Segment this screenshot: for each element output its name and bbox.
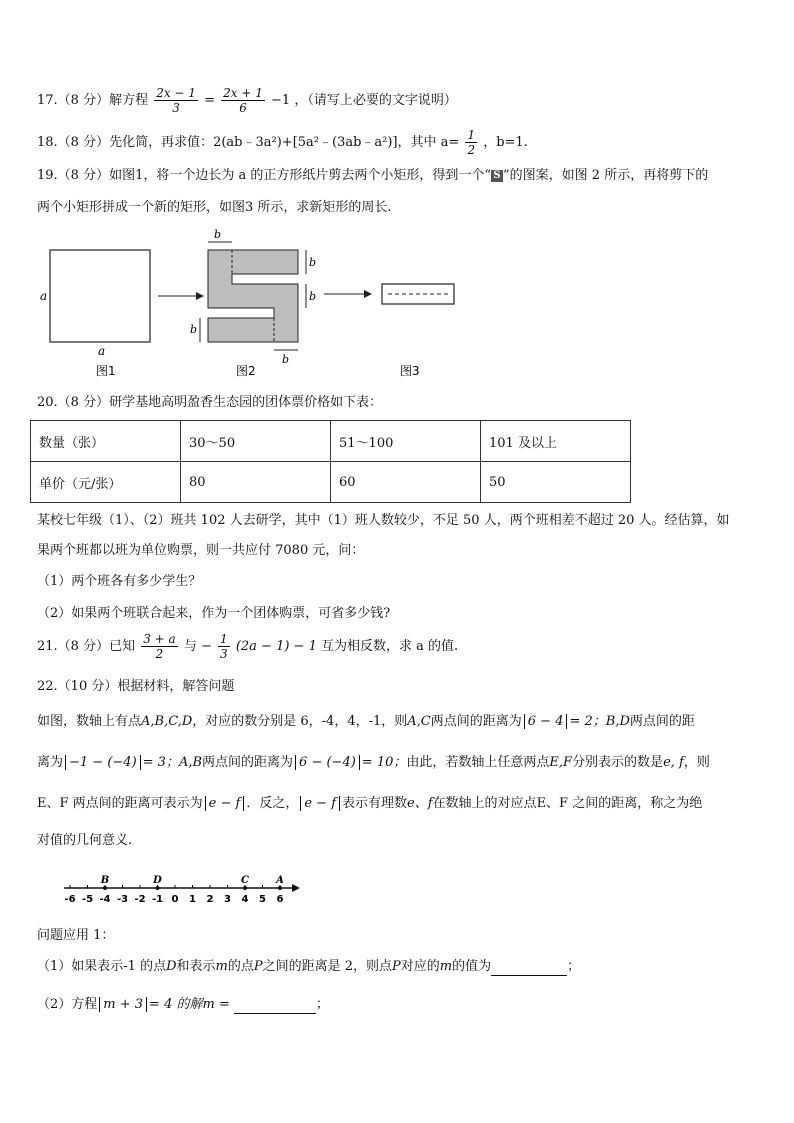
q22-points: A,B,C,D xyxy=(141,714,193,729)
table-cell: 单价（元/张） xyxy=(31,462,181,503)
q22-point-label: P xyxy=(253,959,263,974)
answer-blank-1[interactable] xyxy=(491,961,567,976)
fig1-side-label: a xyxy=(40,289,48,303)
q22-text: 如图，数轴上有点 xyxy=(37,714,142,729)
q22-line-2 xyxy=(37,754,710,772)
caption-fig1: 图1 xyxy=(96,364,116,378)
q20-paragraph-2: 果两个班都以班为单位购票，则一共应付 7080 元，问： xyxy=(37,543,365,558)
q22-line-4: 对值的几何意义. xyxy=(37,833,133,848)
question-17 xyxy=(37,86,457,115)
figure-squares xyxy=(30,228,470,380)
number-line-point xyxy=(278,886,282,890)
q22-equation: = 4 的解 xyxy=(149,997,203,1012)
number-line-tick-label: -5 xyxy=(81,894,94,905)
answer-blank-2[interactable] xyxy=(234,999,316,1014)
q22-text: = xyxy=(214,997,234,1012)
q22-text: 分别表示的数是 xyxy=(572,755,664,770)
question-19-line-2: 两个小矩形拼成一个新的矩形，如图3 所示，求新矩形的周长. xyxy=(37,200,392,215)
number-line-tick-label: 1 xyxy=(189,894,196,905)
fig2-s-shape xyxy=(208,250,298,342)
number-line-tick-label: 0 xyxy=(171,894,179,905)
q22-text: ； xyxy=(567,959,581,974)
dim-left-label: b xyxy=(190,323,198,336)
q22-points: E,F xyxy=(549,755,573,770)
q22-text: E、F 之间的距离，称之为绝 xyxy=(536,796,703,811)
q22-variable: m xyxy=(202,997,215,1012)
q20-paragraph-1: 某校七年级（1）、（2）班共 102 人去研学，其中（1）班人数较少，不足 50 人，两个班相差不超过 20 人。经估算，如 xyxy=(37,513,730,528)
q21-suffix: 互为相反数，求 a 的值. xyxy=(321,639,459,654)
q22-text: 在数轴上的对应点 xyxy=(432,796,537,811)
q21-fraction-1: $\frac{3 + a}{2}$ xyxy=(143,632,176,661)
q17-equals: = xyxy=(204,93,215,108)
q22-app-2 xyxy=(37,996,329,1014)
q22-text: 之间的距离是 2，则点 xyxy=(262,959,393,974)
q20-sub-1: （1）两个班各有多少学生？ xyxy=(37,574,202,589)
q17-suffix: ，（请写上必要的文字说明） xyxy=(294,93,457,108)
table-cell: 51～100 xyxy=(331,421,481,462)
q22-absolute-value: 6 − (−4) xyxy=(295,755,360,770)
q22-points: A,C xyxy=(407,714,431,729)
table-cell: 60 xyxy=(331,462,481,503)
number-line-tick-label: 4 xyxy=(241,894,249,905)
price-table xyxy=(30,420,631,503)
q22-text: 的点 xyxy=(227,959,254,974)
number-line-tick-label: 5 xyxy=(259,894,266,905)
q22-absolute-value: m + 3 xyxy=(99,997,147,1012)
q18-fraction: $\frac{1}{2}$ xyxy=(467,128,476,157)
dim-top-label: b xyxy=(214,228,222,241)
q22-values: e、f xyxy=(407,796,433,811)
question-21 xyxy=(37,632,458,661)
q22-values: e, f xyxy=(663,755,684,770)
s-shape-icon: S xyxy=(491,170,503,182)
number-line-arrow xyxy=(292,884,300,892)
q22-equation: = 2； xyxy=(569,714,606,729)
fig1-bottom-label: a xyxy=(98,344,106,358)
q22-text: ，对应的数分别是 6，-4，4，-1，则 xyxy=(192,714,408,729)
table-cell: 数量（张） xyxy=(31,421,181,462)
q22-points: B,D xyxy=(605,714,630,729)
q22-absolute-value: e − f xyxy=(300,796,340,811)
q22-equation: = 3； xyxy=(142,755,179,770)
question-19-line-1 xyxy=(37,167,708,185)
q17-prefix: 17.（8 分）解方程 xyxy=(37,93,149,108)
table-cell: 30～50 xyxy=(181,421,331,462)
q22-variable: m xyxy=(215,959,228,974)
number-line-point xyxy=(243,886,247,890)
q18-text: 18.（8 分）先化简，再求值：2(ab﹣3a²)+[5a²﹣(3ab﹣a²)]，其中 a= xyxy=(37,135,460,150)
q21-fraction-2: $\frac{1}{3}$ xyxy=(220,632,228,661)
q22-equation: = 10； xyxy=(361,755,407,770)
number-line-tick-label: -6 xyxy=(64,894,76,905)
table-row xyxy=(31,421,631,462)
q22-text: ．反之， xyxy=(246,796,299,811)
q22-variable: m xyxy=(439,959,453,974)
question-20-title: 20.（8 分）研学基地高明盈香生态园的团体票价格如下表： xyxy=(37,395,383,410)
q22-text: （1）如果表示-1 的点 xyxy=(37,959,167,974)
number-line-tick-label: 6 xyxy=(276,894,284,905)
q22-point-label: P xyxy=(392,959,401,974)
arrow-2-head xyxy=(364,290,372,298)
q22-app-title: 问题应用 1： xyxy=(37,928,115,943)
q22-text: ； xyxy=(315,997,329,1012)
q22-absolute-value: 6 − 4 xyxy=(524,714,568,729)
q21-with: 与 xyxy=(183,639,197,654)
q19-text-b: ”的图案，如图 2 所示，再将剪下的 xyxy=(503,168,709,183)
q22-text: 离为 xyxy=(37,755,64,770)
q22-app-1 xyxy=(37,958,580,976)
number-line-point-label: A xyxy=(276,875,284,886)
q21-prefix: 21.（8 分）已知 xyxy=(37,639,136,654)
question-18 xyxy=(37,128,528,157)
q17-minus-one: −1 xyxy=(271,93,291,108)
q22-text: 和表示 xyxy=(176,959,216,974)
q22-text: 两点间的距 xyxy=(629,714,695,729)
q17-fraction-2: $\frac{2x + 1}{6}$ xyxy=(223,86,263,115)
q22-text: 表示有理数 xyxy=(342,796,408,811)
q22-text: ，则 xyxy=(683,755,710,770)
q19-text-a: 19.（8 分）如图1，将一个边长为 a 的正方形纸片剪去两个小矩形，得到一个“ xyxy=(37,168,492,183)
arrow-1-head xyxy=(196,292,204,300)
table-cell: 50 xyxy=(481,462,631,503)
q22-text: （2）方程 xyxy=(37,997,98,1012)
q21-neg: − xyxy=(201,639,212,654)
table-row xyxy=(31,462,631,503)
number-line-tick-label: -4 xyxy=(99,894,111,905)
question-22-title: 22.（10 分）根据材料，解答问题 xyxy=(37,679,235,694)
number-line-point-label: B xyxy=(100,875,110,886)
q22-text: 对应的 xyxy=(400,959,440,974)
q21-expression: (2a − 1) − 1 xyxy=(235,639,317,654)
q22-absolute-value: −1 − (−4) xyxy=(65,755,141,770)
q22-line-3 xyxy=(37,795,702,813)
number-line xyxy=(60,872,310,908)
number-line-tick-label: 2 xyxy=(206,894,214,905)
number-line-point xyxy=(103,886,107,890)
number-line-point xyxy=(156,886,160,890)
number-line-point-label: C xyxy=(241,875,249,886)
q22-absolute-value: e − f xyxy=(205,796,245,811)
dim-right-1-label: b xyxy=(309,256,317,269)
caption-fig2: 图2 xyxy=(236,364,256,378)
fig1-square xyxy=(50,250,150,342)
q22-text: 的值为 xyxy=(452,959,492,974)
dim-bottom-label: b xyxy=(282,353,290,366)
q22-text: E、F 两点间的距离可表示为 xyxy=(37,796,203,811)
table-cell: 101 及以上 xyxy=(481,421,631,462)
q17-fraction-1: $\frac{2x - 1}{3}$ xyxy=(156,86,196,115)
q20-sub-2: （2）如果两个班联合起来，作为一个团体购票，可省多少钱? xyxy=(37,606,391,621)
table-cell: 80 xyxy=(181,462,331,503)
caption-fig3: 图3 xyxy=(400,364,420,378)
number-line-point-label: D xyxy=(153,875,162,886)
number-line-tick-label: 3 xyxy=(224,894,231,905)
q22-text: 两点间的距离为 xyxy=(202,755,294,770)
dim-right-2-label: b xyxy=(309,290,317,303)
q22-line-1 xyxy=(37,713,695,731)
q22-points: A,B xyxy=(178,755,203,770)
q18-suffix: ，b=1. xyxy=(483,135,528,150)
q22-point-label: D xyxy=(166,959,177,974)
number-line-tick-label: -2 xyxy=(134,894,146,905)
q22-text: 由此，若数轴上任意两点 xyxy=(406,755,550,770)
q22-text: 两点间的距离为 xyxy=(430,714,522,729)
number-line-tick-label: -3 xyxy=(116,894,129,905)
number-line-tick-label: -1 xyxy=(151,894,164,905)
